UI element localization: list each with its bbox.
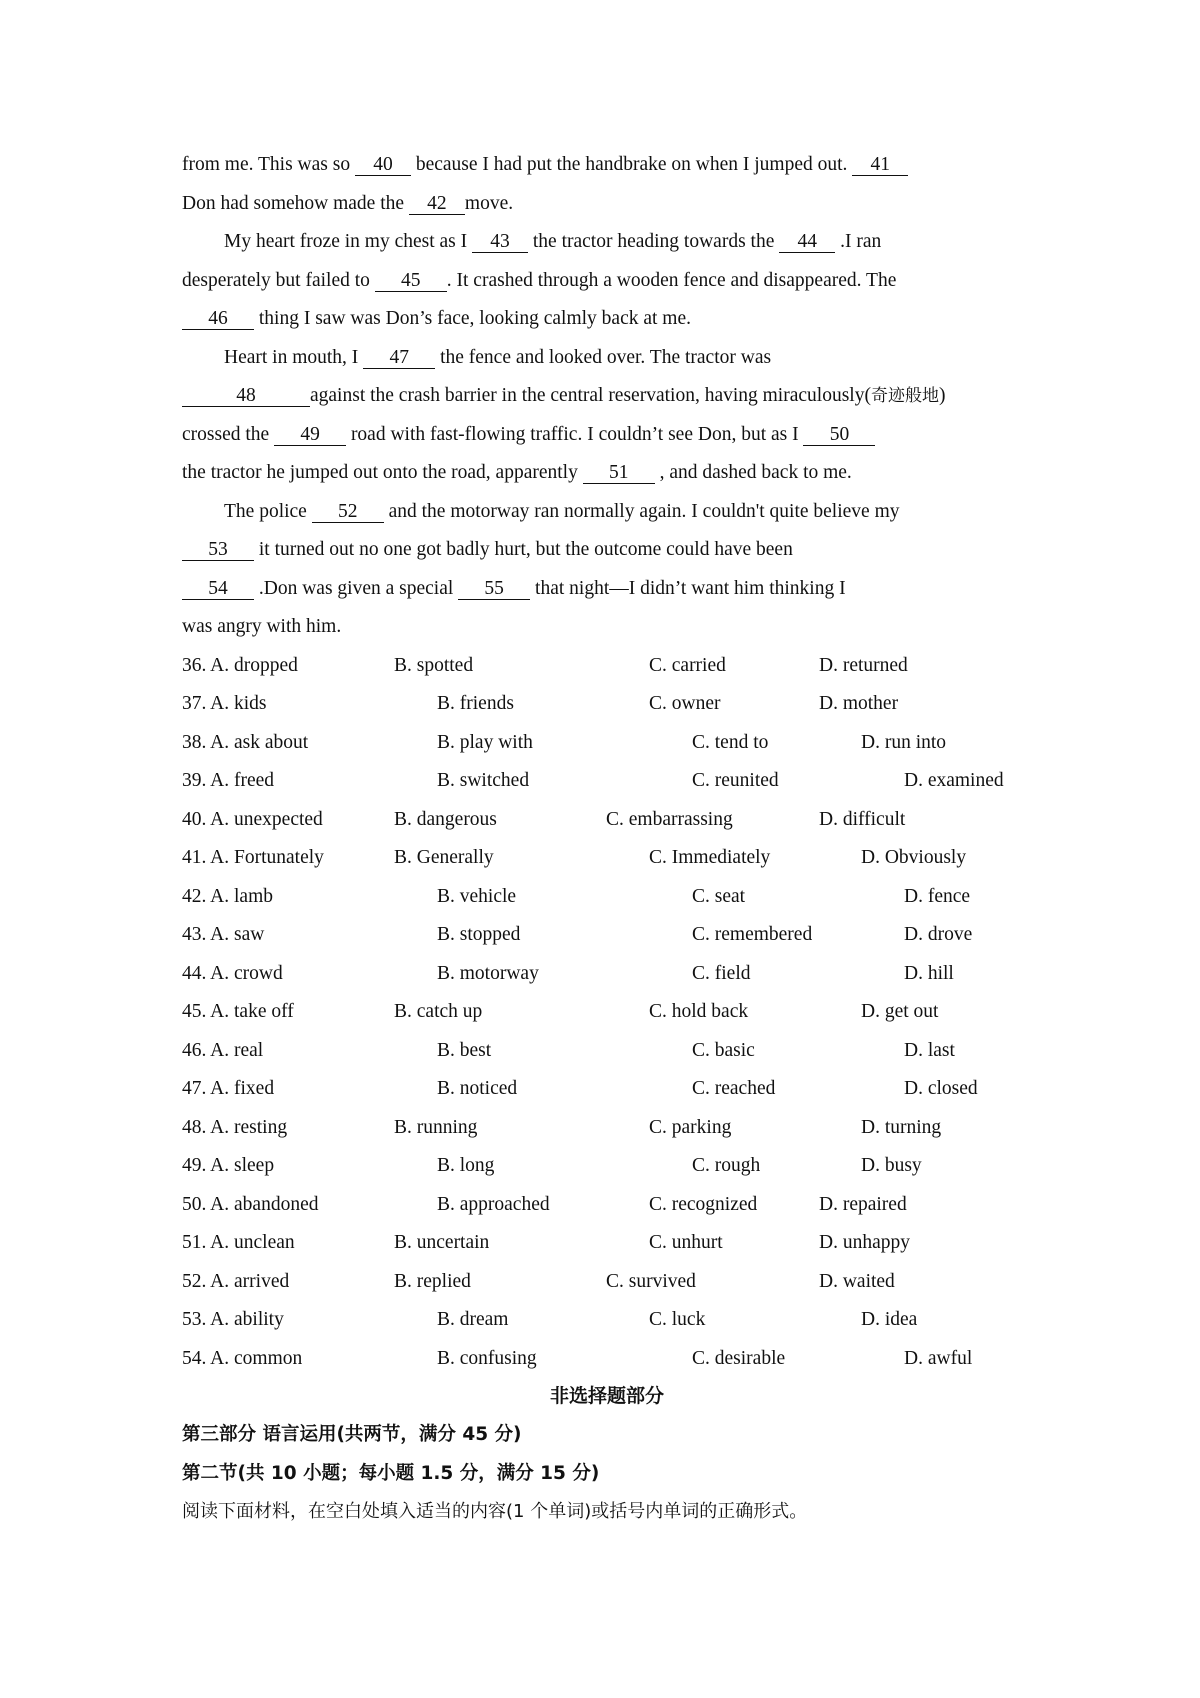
option-b[interactable]: B. spotted [394, 654, 474, 676]
option-row [182, 1263, 1032, 1302]
passage-text: Don had somehow made the [182, 192, 409, 214]
blank-44[interactable]: 44 [779, 232, 835, 253]
option-c[interactable]: C. survived [606, 1270, 696, 1292]
passage-text: road with fast-flowing traffic. I couldn’t see Don, but as I [346, 423, 804, 445]
option-c[interactable]: C. carried [649, 654, 726, 676]
passage-line [182, 185, 1032, 224]
option-row [182, 801, 1032, 840]
option-c[interactable]: C. hold back [649, 1001, 749, 1022]
part3-heading: 第三部分 语言运用(共两节，满分 45 分) [182, 1424, 522, 1445]
option-d[interactable]: D. difficult [819, 808, 906, 830]
passage-text: ) [938, 385, 946, 406]
blank-45[interactable]: 45 [375, 271, 447, 292]
blank-40[interactable]: 40 [355, 155, 411, 176]
passage-text: was angry with him. [182, 616, 342, 637]
option-b[interactable]: B. catch up [394, 1001, 483, 1022]
passage-line [182, 377, 1032, 416]
option-d[interactable]: D. repaired [819, 1193, 907, 1215]
passage-line [182, 339, 1032, 378]
option-b[interactable]: B. switched [437, 770, 530, 791]
option-row [182, 1109, 1032, 1148]
option-a[interactable]: 52. A. arrived [182, 1270, 290, 1292]
option-a[interactable]: 47. A. fixed [182, 1078, 275, 1099]
section2-heading: 第二节(共 10 小题；每小题 1.5 分，满分 15 分) [182, 1462, 600, 1484]
passage-text: .I ran [835, 231, 882, 252]
option-c[interactable]: C. owner [649, 693, 721, 714]
option-a[interactable]: 40. A. unexpected [182, 808, 323, 830]
passage-line [182, 146, 1032, 185]
option-b[interactable]: B. dangerous [394, 808, 497, 830]
passage-line [182, 608, 1032, 647]
option-b[interactable]: B. noticed [437, 1078, 518, 1099]
option-c[interactable]: C. Immediately [649, 847, 771, 868]
passage-line [182, 262, 1032, 301]
option-d[interactable]: D. awful [904, 1347, 973, 1369]
option-row [182, 1070, 1032, 1109]
option-a[interactable]: 39. A. freed [182, 770, 275, 791]
option-b[interactable]: B. Generally [394, 847, 494, 868]
exam-page [182, 146, 1032, 1532]
passage-text: desperately but failed to [182, 269, 375, 291]
option-b[interactable]: B. approached [437, 1193, 550, 1215]
passage-text: move. [464, 192, 514, 214]
option-row [182, 839, 1032, 878]
blank-52[interactable]: 52 [312, 502, 384, 523]
option-b[interactable]: B. friends [437, 693, 514, 714]
option-b[interactable]: B. stopped [437, 924, 521, 945]
option-d[interactable]: D. closed [904, 1078, 978, 1099]
option-d[interactable]: D. idea [861, 1309, 918, 1330]
option-d[interactable]: D. get out [861, 1001, 939, 1022]
blank-42[interactable]: 42 [409, 194, 465, 215]
passage-text: the tractor he jumped out onto the road, apparently [182, 462, 583, 483]
instruction-text: 阅读下面材料，在空白处填入适当的内容(1 个单词)或括号内单词的正确形式。 [182, 1501, 808, 1522]
option-c[interactable]: C. tend to [692, 731, 769, 753]
passage-line [182, 223, 1032, 262]
option-a[interactable]: 37. A. kids [182, 693, 267, 714]
option-a[interactable]: 53. A. ability [182, 1309, 284, 1330]
blank-47[interactable]: 47 [363, 348, 435, 369]
option-a[interactable]: 42. A. lamb [182, 885, 273, 907]
blank-55[interactable]: 55 [458, 579, 530, 600]
passage-line [182, 454, 1032, 493]
blank-53[interactable]: 53 [182, 540, 254, 561]
option-row [182, 955, 1032, 994]
chinese-gloss: 奇迹般地 [870, 386, 939, 406]
passage-text: it turned out no one got badly hurt, but the outcome could have been [254, 539, 793, 560]
option-c[interactable]: C. field [692, 962, 751, 984]
passage-text: from me. This was so [182, 154, 355, 175]
option-b[interactable]: B. long [437, 1155, 495, 1176]
passage-text: thing I saw was Don’s face, looking calmly back at me. [254, 308, 692, 329]
option-b[interactable]: B. motorway [437, 962, 539, 984]
option-c[interactable]: C. rough [692, 1155, 761, 1176]
option-a[interactable]: 38. A. ask about [182, 731, 309, 753]
blank-54[interactable]: 54 [182, 579, 254, 600]
option-row [182, 1301, 1032, 1340]
option-a[interactable]: 43. A. saw [182, 924, 265, 945]
option-a[interactable]: 41. A. Fortunately [182, 847, 324, 868]
passage-text: that night—I didn’t want him thinking I [530, 577, 846, 599]
passage-text: Heart in mouth, I [224, 346, 364, 368]
option-d[interactable]: D. waited [819, 1270, 895, 1292]
option-c[interactable]: C. parking [649, 1116, 732, 1138]
passage-text: and the motorway ran normally again. I couldn't quite believe my [383, 500, 900, 522]
passage-line [182, 300, 1032, 339]
passage-text: My heart froze in my chest as I [224, 231, 472, 252]
passage-line [182, 493, 1032, 532]
option-row [182, 647, 1032, 686]
option-d[interactable]: D. drove [904, 924, 973, 945]
option-row [182, 1224, 1032, 1263]
option-d[interactable]: D. mother [819, 693, 899, 714]
option-a[interactable]: 44. A. crowd [182, 962, 283, 984]
option-d[interactable]: D. Obviously [861, 847, 967, 868]
option-a[interactable]: 45. A. take off [182, 1001, 294, 1022]
passage-text: .Don was given a special [254, 577, 459, 599]
option-c[interactable]: C. seat [692, 885, 746, 907]
passage-line [182, 416, 1032, 455]
blank-49[interactable]: 49 [274, 425, 346, 446]
option-a[interactable]: 36. A. dropped [182, 654, 298, 676]
option-a[interactable]: 54. A. common [182, 1347, 303, 1369]
option-b[interactable]: B. dream [437, 1309, 509, 1330]
option-c[interactable]: C. unhurt [649, 1232, 723, 1253]
passage-text: crossed the [182, 423, 275, 445]
option-b[interactable]: B. running [394, 1116, 478, 1138]
option-row [182, 878, 1032, 917]
blank-41[interactable]: 41 [852, 155, 908, 176]
option-row [182, 1032, 1032, 1071]
option-c[interactable]: C. luck [649, 1309, 706, 1330]
option-d[interactable]: D. fence [904, 885, 971, 907]
passage-text: The police [224, 500, 312, 522]
option-c[interactable]: C. reached [692, 1078, 776, 1099]
option-row [182, 916, 1032, 955]
option-b[interactable]: B. uncertain [394, 1232, 490, 1253]
passage-line [182, 531, 1032, 570]
option-row [182, 1147, 1032, 1186]
option-c[interactable]: C. remembered [692, 924, 813, 945]
option-row [182, 993, 1032, 1032]
blank-43[interactable]: 43 [472, 232, 528, 253]
option-b[interactable]: B. replied [394, 1270, 471, 1292]
passage-text: , and dashed back to me. [654, 462, 852, 483]
option-d[interactable]: D. run into [861, 731, 947, 753]
option-row [182, 762, 1032, 801]
option-d[interactable]: D. last [904, 1039, 955, 1061]
passage-text: the fence and looked over. The tractor was [435, 346, 772, 368]
option-c[interactable]: C. basic [692, 1039, 755, 1061]
blank-46[interactable]: 46 [182, 309, 254, 330]
option-c[interactable]: C. reunited [692, 770, 779, 791]
option-d[interactable]: D. examined [904, 770, 1004, 791]
passage-text: against the crash barrier in the central reservation, having miraculously( [310, 385, 871, 406]
option-row [182, 724, 1032, 763]
blank-48[interactable]: 48 [182, 386, 310, 407]
option-a[interactable]: 48. A. resting [182, 1116, 288, 1138]
option-d[interactable]: D. unhappy [819, 1232, 910, 1253]
option-c[interactable]: C. desirable [692, 1347, 786, 1369]
option-b[interactable]: B. best [437, 1039, 492, 1061]
option-row [182, 1340, 1032, 1379]
passage-line [182, 570, 1032, 609]
blank-50[interactable]: 50 [803, 425, 875, 446]
option-a[interactable]: 50. A. abandoned [182, 1193, 319, 1215]
option-d[interactable]: D. returned [819, 654, 908, 676]
option-row [182, 685, 1032, 724]
section-title: 非选择题部分 [549, 1385, 664, 1407]
option-b[interactable]: B. confusing [437, 1347, 537, 1369]
option-d[interactable]: D. hill [904, 962, 954, 984]
passage-text: . It crashed through a wooden fence and disappeared. The [446, 269, 897, 291]
option-c[interactable]: C. embarrassing [606, 808, 733, 830]
passage-text: because I had put the handbrake on when I jumped out. [410, 154, 853, 175]
option-d[interactable]: D. turning [861, 1116, 942, 1138]
blank-51[interactable]: 51 [583, 463, 655, 484]
option-a[interactable]: 51. A. unclean [182, 1232, 295, 1253]
option-row [182, 1186, 1032, 1225]
option-b[interactable]: B. vehicle [437, 885, 517, 907]
option-a[interactable]: 49. A. sleep [182, 1155, 275, 1176]
option-a[interactable]: 46. A. real [182, 1039, 264, 1061]
passage-text: the tractor heading towards the [528, 231, 780, 252]
option-b[interactable]: B. play with [437, 731, 533, 753]
option-c[interactable]: C. recognized [649, 1193, 758, 1215]
option-d[interactable]: D. busy [861, 1155, 922, 1176]
